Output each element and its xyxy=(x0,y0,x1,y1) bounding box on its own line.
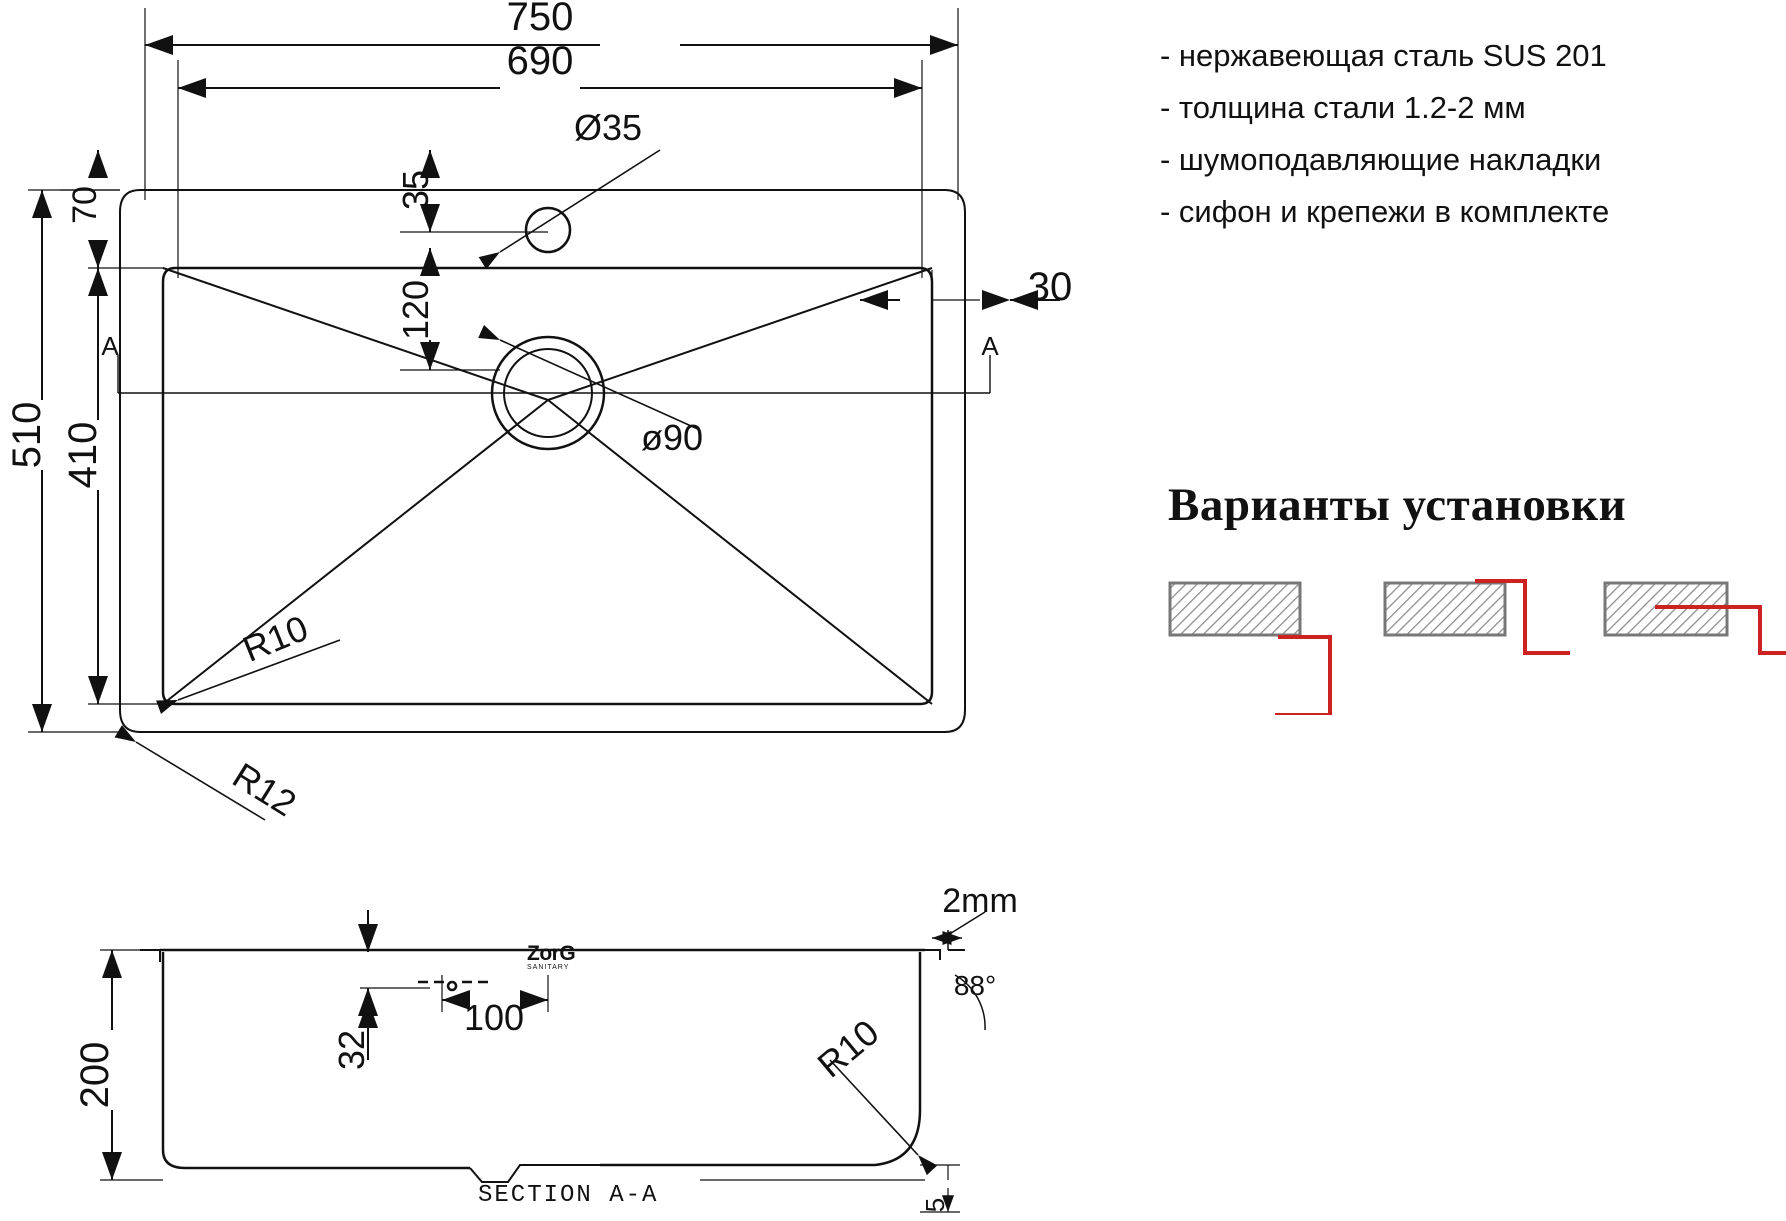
dim-bowl-width: 690 xyxy=(506,39,574,83)
installation-title: Варианты установки xyxy=(1168,479,1627,531)
section-marker-right: A xyxy=(981,331,999,361)
feature-item: - толщина стали 1.2-2 мм xyxy=(1160,90,1526,125)
dim-tap-diameter: Ø35 xyxy=(573,107,643,148)
feature-item: - нержавеющая сталь SUS 201 xyxy=(1160,38,1607,73)
install-variant-under xyxy=(1595,575,1786,715)
brand-subtitle: SANITARY xyxy=(527,964,570,971)
dim-bowl-height: 410 xyxy=(61,421,105,489)
brand-logo xyxy=(527,944,597,986)
dim-section-radius: R10 xyxy=(809,1011,887,1086)
dim-overflow-offset: 32 xyxy=(331,1029,372,1071)
dim-overall-width: 750 xyxy=(506,0,574,39)
dim-tap-offset: 35 xyxy=(395,169,436,211)
dim-angle: 88° xyxy=(953,970,997,1001)
brand-name: ZorG xyxy=(527,942,576,965)
section-marker-left: A xyxy=(101,331,119,361)
dim-bottom: 5 xyxy=(920,1197,950,1213)
dim-section-depth: 200 xyxy=(73,1041,117,1109)
installation-variants xyxy=(1150,575,1786,715)
dim-top-offset: 70 xyxy=(66,186,104,224)
dim-radius-outer: R12 xyxy=(225,754,304,825)
dim-drain-diameter: ø90 xyxy=(640,417,704,458)
install-variant-top xyxy=(1375,575,1575,715)
dim-thickness: 2mm xyxy=(942,882,1018,920)
install-variant-flush xyxy=(1160,575,1360,715)
feature-item: - сифон и крепежи в комплекте xyxy=(1160,194,1610,229)
dim-drain-offset: 120 xyxy=(395,279,436,341)
section-caption: SECTION A-A xyxy=(478,1182,659,1209)
dim-overall-height: 510 xyxy=(5,401,49,469)
dim-overflow-width: 100 xyxy=(463,997,525,1038)
dim-right-offset: 30 xyxy=(1027,265,1073,309)
features-list xyxy=(1160,30,1780,238)
feature-item: - шумоподавляющие накладки xyxy=(1160,142,1602,177)
dim-radius-inner: R10 xyxy=(237,607,314,670)
